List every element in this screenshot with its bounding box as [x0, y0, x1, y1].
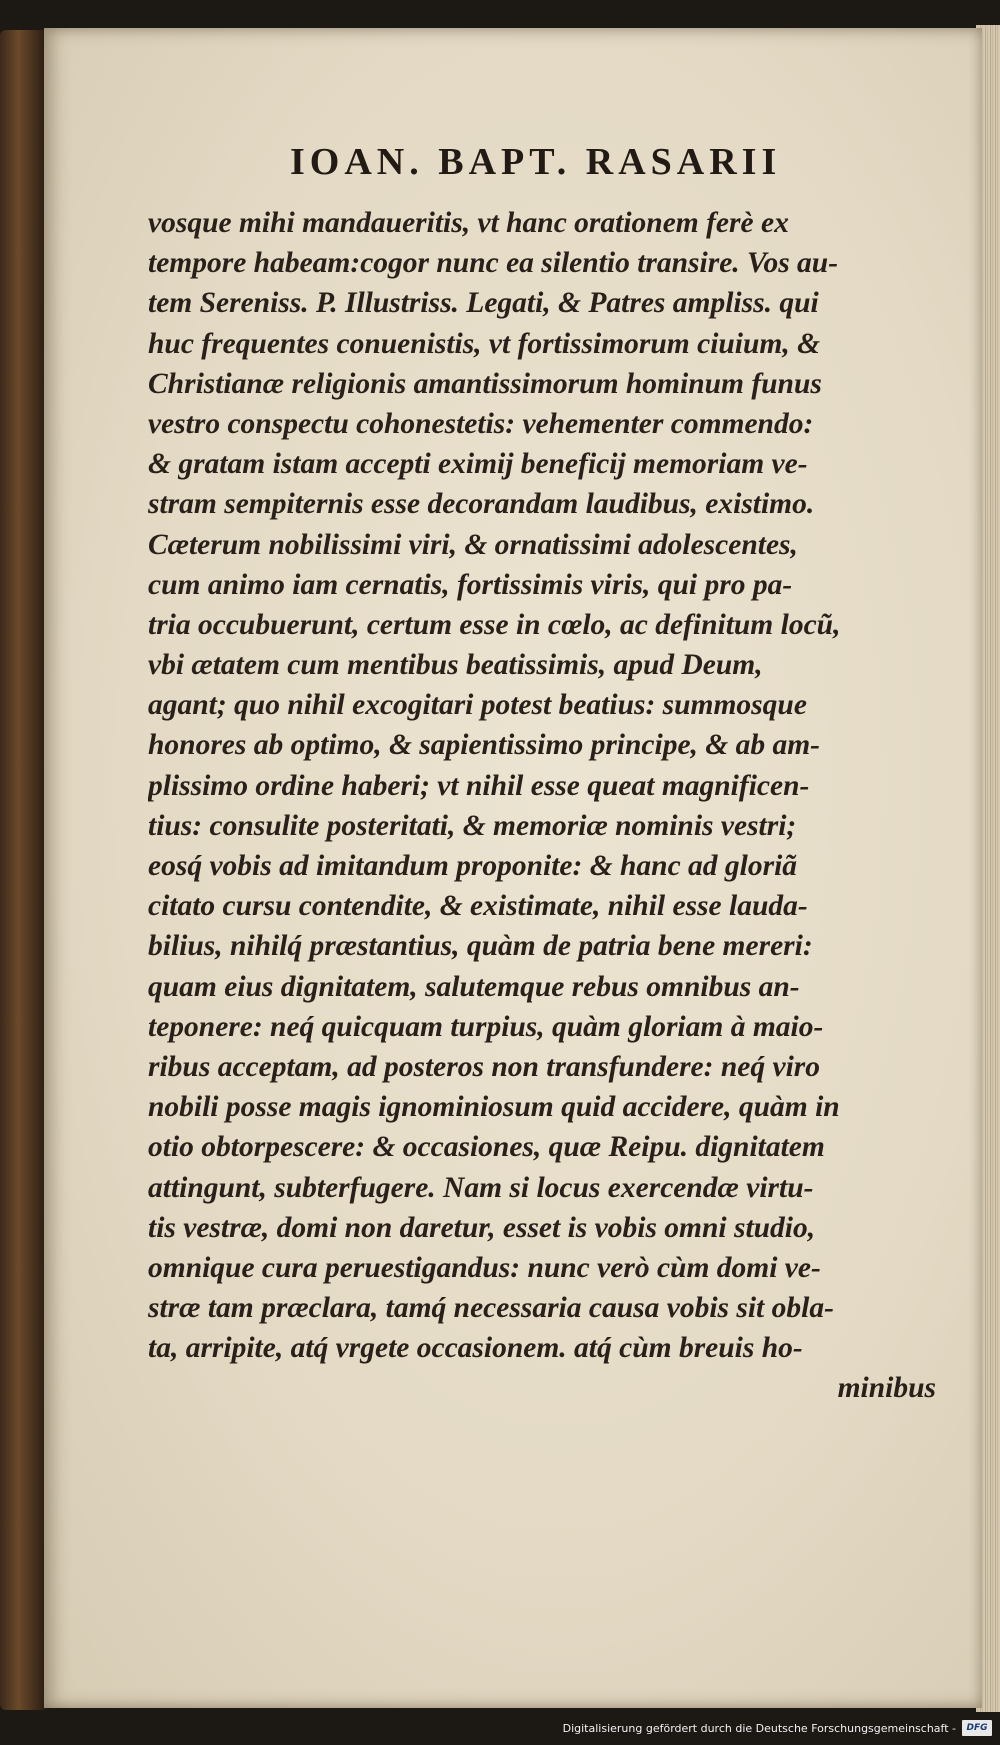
digitization-credit: Digitalisierung gefördert durch die Deutsche Forschungsgemeinschaft -	[562, 1722, 956, 1735]
text-line: plissimo ordine haberi; vt nihil esse queat magnificen-	[148, 769, 810, 802]
text-line: agant; quo nihil excogitari potest beatius: summosque	[148, 689, 807, 722]
body-text	[148, 203, 948, 1409]
text-line: ribus acceptam, ad posteros non transfundere: neq́ viro	[148, 1050, 820, 1083]
running-head: IOAN. BAPT. RASARII	[290, 141, 782, 183]
text-line: otio obtorpescere: & occasiones, quæ Reipu. dignitatem	[148, 1131, 825, 1164]
text-line: stram sempiternis esse decorandam laudibus, existimo.	[148, 488, 815, 521]
text-line: vbi ætatem cum mentibus beatissimis, apud Deum,	[148, 649, 763, 682]
text-line: teponere: neq́ quicquam turpius, quàm gloriam à maio-	[148, 1010, 824, 1043]
text-line: citato cursu contendite, & existimate, nihil esse lauda-	[148, 890, 808, 923]
text-line: tria occubuerunt, certum esse in cœlo, ac definitum locũ,	[148, 608, 841, 641]
text-line: honores ab optimo, & sapientissimo principe, & ab am-	[148, 729, 821, 762]
text-line: huc frequentes conuenistis, vt fortissimorum ciuium, &	[148, 327, 821, 360]
text-line: bilius, nihilq́ præstantius, quàm de patria bene mereri:	[148, 930, 813, 963]
dfg-logo: DFG	[962, 1720, 992, 1736]
text-line: Cæterum nobilissimi viri, & ornatissimi adolescentes,	[148, 528, 798, 561]
text-line: tem Sereniss. P. Illustriss. Legati, & Patres ampliss. qui	[148, 287, 819, 320]
text-line: vosque mihi mandaueritis, vt hanc orationem ferè ex	[148, 207, 789, 239]
text-line: Christianæ religionis amantissimorum hominum funus	[148, 367, 822, 400]
catchword: minibus	[837, 1372, 936, 1405]
text-line: cum animo iam cernatis, fortissimis viris, qui pro pa-	[148, 568, 793, 601]
text-line: tis vestræ, domi non daretur, esset is vobis omni studio,	[148, 1211, 816, 1244]
text-line: & gratam istam accepti eximij beneficij memoriam ve-	[148, 448, 808, 481]
book-spine	[0, 30, 46, 1710]
text-line: vestro conspectu cohonestetis: vehementer commendo:	[148, 407, 814, 440]
text-line: attingunt, subterfugere. Nam si locus exercendæ virtu-	[148, 1171, 814, 1204]
text-line: quam eius dignitatem, salutemque rebus omnibus an-	[148, 970, 800, 1003]
text-line: ta, arripite, atq́ vrgete occasionem. atq́ cùm breuis ho-	[148, 1332, 803, 1365]
text-line: stræ tam præclara, tamq́ necessaria causa vobis sit obla-	[148, 1292, 834, 1325]
text-line: tempore habeam:cogor nunc ea silentio transire. Vos au-	[148, 247, 839, 280]
text-line: tius: consulite posteritati, & memoriæ nominis vestri;	[148, 809, 797, 842]
text-line: nobili posse magis ignominiosum quid accidere, quàm in	[148, 1091, 840, 1124]
text-line: eosq́ vobis ad imitandum proponite: & hanc ad gloriã	[148, 850, 798, 882]
text-line: omnique cura peruestigandus: nunc verò cùm domi ve-	[148, 1251, 821, 1284]
